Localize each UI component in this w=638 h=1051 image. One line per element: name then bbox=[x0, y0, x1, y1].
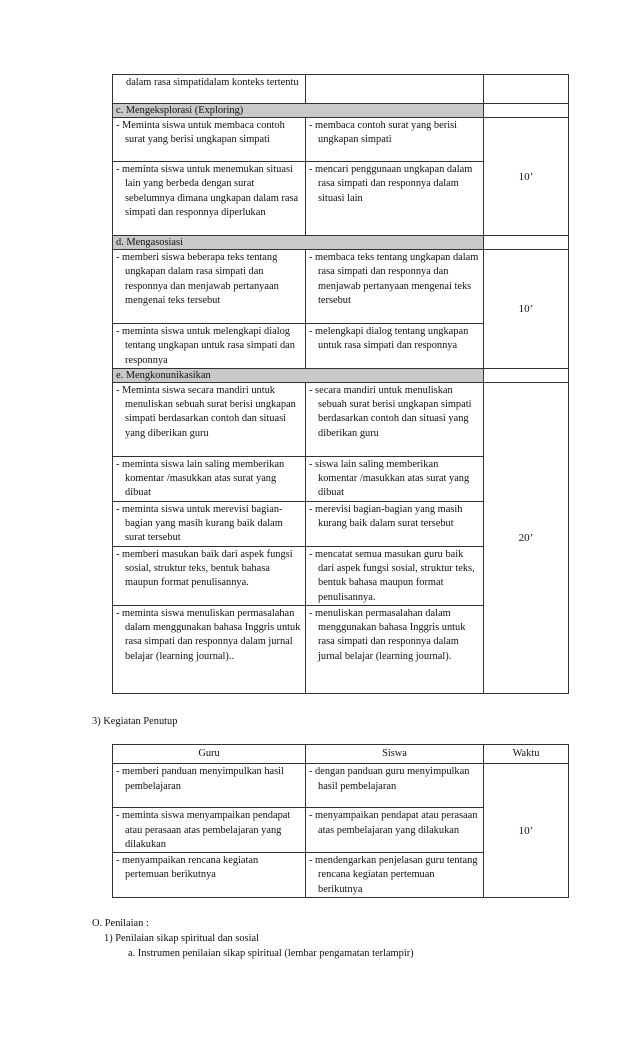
siswa-text: - mendengarkan penjelasan guru tentang rencana kegiatan pertemuan berikutnya bbox=[309, 855, 478, 895]
section-label: d. Mengasosiasi bbox=[113, 236, 484, 250]
table-header-row bbox=[113, 745, 569, 764]
siswa-cell bbox=[306, 75, 484, 104]
section-row bbox=[113, 368, 569, 382]
guru-text: - memberi masukan baik dari aspek fungsi sosial, struktur teks, bentuk bahasa maupun format penulisannya. bbox=[116, 548, 293, 589]
guru-text: - meminta siswa untuk merevisi bagian-bagian yang masih kurang baik dalam surat tersebut bbox=[116, 503, 283, 544]
column-header-waktu: Waktu bbox=[484, 745, 569, 764]
guru-text: - memberi panduan menyimpulkan hasil pembelajaran bbox=[116, 766, 284, 792]
waktu-cell: 20’ bbox=[484, 382, 569, 693]
activity-table-penutup bbox=[112, 744, 569, 898]
siswa-text: - secara mandiri untuk menuliskan sebuah surat berisi ungkapan simpati berdasarkan contoh dan situasi yang diberikan guru bbox=[309, 384, 472, 439]
siswa-text: - siswa lain saling memberikan komentar /masukkan atas surat yang dibuat bbox=[309, 458, 470, 499]
penilaian-item: 1) Penilaian sikap spiritual dan sosial bbox=[104, 933, 259, 944]
guru-text: - Meminta siswa secara mandiri untuk menuliskan sebuah surat berisi ungkapan simpati berdasarkan contoh dan situasi yang diberikan guru bbox=[116, 384, 296, 439]
table-row bbox=[113, 382, 569, 456]
waktu-cell: 10’ bbox=[484, 764, 569, 898]
section-row bbox=[113, 104, 569, 118]
siswa-text: - membaca teks tentang ungkapan dalam rasa simpati dan responnya dan menjawab pertanyaan mengenai teks tersebut bbox=[309, 252, 479, 306]
table-row bbox=[113, 250, 569, 324]
table-row bbox=[113, 118, 569, 162]
waktu-cell bbox=[484, 75, 569, 104]
waktu-cell: 10’ bbox=[484, 250, 569, 369]
penilaian-heading: O. Penilaian : bbox=[92, 918, 149, 929]
guru-text: - meminta siswa untuk menemukan situasi lain yang berbeda dengan surat sebelumnya dimana ungkapan dalam rasa simpati dan responnya diperlukan bbox=[116, 164, 299, 218]
column-header-guru: Guru bbox=[113, 745, 306, 764]
activity-table-inti bbox=[112, 74, 569, 694]
guru-text: - Meminta siswa untuk membaca contoh surat yang berisi ungkapan simpati bbox=[116, 120, 285, 146]
section-label: e. Mengkonunikasikan bbox=[113, 368, 484, 382]
siswa-text: - melengkapi dialog tentang ungkapan untuk rasa simpati dan responnya bbox=[309, 326, 469, 352]
siswa-text: - menyampaikan pendapat atau perasaan atas pembelajaran yang dilakukan bbox=[309, 810, 478, 836]
waktu-cell: 10’ bbox=[484, 118, 569, 236]
guru-text: - meminta siswa lain saling memberikan komentar /masukkan atas surat yang dibuat bbox=[116, 458, 285, 499]
guru-text: - memberi siswa beberapa teks tentang ungkapan dalam rasa simpati dan responnya dan menjawab pertanyaan mengenai teks tersebut bbox=[116, 252, 279, 306]
guru-cell: dalam rasa simpatidalam konteks tertentu bbox=[113, 75, 306, 104]
section-label: c. Mengeksplorasi (Exploring) bbox=[113, 104, 484, 118]
table-row bbox=[113, 75, 569, 104]
guru-text: - menyampaikan rencana kegiatan pertemuan berikutnya bbox=[116, 855, 259, 881]
section-row bbox=[113, 236, 569, 250]
guru-text: - meminta siswa untuk melengkapi dialog tentang ungkapan untuk rasa simpati dan responnya bbox=[116, 326, 295, 366]
siswa-text: - menuliskan permasalahan dalam menggunakan bahasa Inggris untuk rasa simpati dan responnya dalam jurnal belajar (learning journal). bbox=[309, 607, 466, 662]
siswa-text: - dengan panduan guru menyimpulkan hasil pembelajaran bbox=[309, 766, 470, 792]
siswa-text: - mencatat semua masukan guru baik dari aspek fungsi sosial, struktur teks, bentuk bahasa maupun format penulisannya. bbox=[309, 548, 475, 603]
table-row bbox=[113, 764, 569, 808]
penilaian-subitem: a. Instrumen penilaian sikap spiritual (lembar pengamatan terlampir) bbox=[128, 948, 414, 959]
siswa-text: - mencari penggunaan ungkapan dalam rasa simpati dan responnya dalam situasi lain bbox=[309, 164, 473, 204]
guru-text: - meminta siswa menuliskan permasalahan dalam menggunakan bahasa Inggris untuk rasa simpati dan responnya dalam jurnal belajar (learning journal).. bbox=[116, 607, 301, 662]
siswa-text: - membaca contoh surat yang berisi ungkapan simpati bbox=[309, 120, 458, 146]
column-header-siswa: Siswa bbox=[306, 745, 484, 764]
siswa-text: - merevisi bagian-bagian yang masih kurang baik dalam surat tersebut bbox=[309, 503, 463, 530]
guru-text: - meminta siswa menyampaikan pendapat atau perasaan atas pembelajaran yang dilakukan bbox=[116, 810, 291, 850]
section-heading: 3) Kegiatan Penutup bbox=[92, 716, 178, 727]
